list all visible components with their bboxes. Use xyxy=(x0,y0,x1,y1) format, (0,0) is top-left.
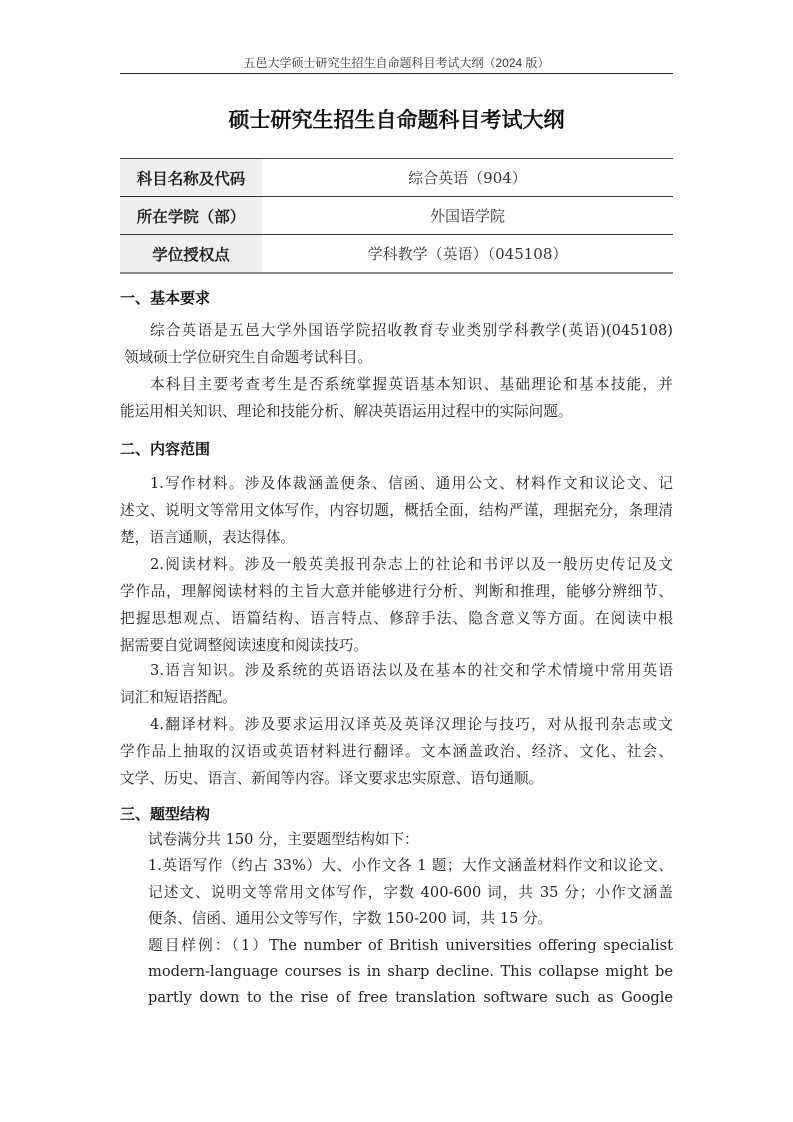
row-value: 综合英语（904） xyxy=(262,159,673,197)
row-value: 外国语学院 xyxy=(262,197,673,235)
text-line: 楚，语言通顺，表达得体。 xyxy=(120,529,296,546)
text-line: 把握思想观点、语篇结构、语言特点、修辞手法、隐含意义等方面。在阅读中根 xyxy=(120,610,673,627)
text-line: 学作品，理解阅读材料的主旨大意并能够进行分析、判断和推理，能够分辨细节、 xyxy=(120,583,673,600)
paragraph xyxy=(148,827,673,1012)
paragraph xyxy=(120,657,673,711)
text-line: 4.翻译材料。涉及要求运用汉译英及英译汉理论与技巧，对从报刊杂志或文 xyxy=(150,716,673,733)
text-line: 词汇和短语搭配。 xyxy=(120,689,237,706)
text-line: 学作品上抽取的汉语或英语材料进行翻译。文本涵盖政治、经济、文化、社会、 xyxy=(120,743,673,760)
text-line: 综合英语是五邑大学外国语学院招收教育专业类别学科教学(英语)(045108) xyxy=(150,322,673,339)
table-row xyxy=(120,235,673,274)
section-heading: 一、基本要求 xyxy=(120,289,211,307)
paragraph xyxy=(120,371,673,425)
text-line: 3.语言知识。涉及系统的英语语法以及在基本的社交和学术情境中常用英语 xyxy=(150,662,673,679)
section-heading: 三、题型结构 xyxy=(120,805,211,823)
subject-info-table xyxy=(120,158,673,274)
text-line: 本科目主要考查考生是否系统掌握英语基本知识、基础理论和基本技能，并 xyxy=(150,376,673,393)
text-line: modern-language courses is in sharp decline. This collapse might be xyxy=(148,963,673,981)
paragraph xyxy=(120,711,673,792)
text-line: 述文、说明文等常用文体写作，内容切题，概括全面，结构严谨，理据充分，条理清 xyxy=(120,502,673,519)
running-header: 五邑大学硕士研究生招生自命题科目考试大纲（2024 版） xyxy=(243,56,550,70)
text-line: 能运用相关知识、理论和技能分析、解决英语运用过程中的实际问题。 xyxy=(120,403,573,420)
text-line: 题目样例：（1）The number of British universities offering specialist xyxy=(148,936,673,954)
text-line: 据需要自觉调整阅读速度和阅读技巧。 xyxy=(120,637,369,654)
table-row xyxy=(120,197,673,235)
text-line: 试卷满分共 150 分，主要题型结构如下： xyxy=(148,831,419,848)
text-line: 1.英语写作（约占 33%）大、小作文各 1 题；大作文涵盖材料作文和议论文、 xyxy=(148,857,673,875)
page-title: 硕士研究生招生自命题科目考试大纲 xyxy=(228,108,565,132)
section-heading: 二、内容范围 xyxy=(120,440,211,458)
row-value: 学科教学（英语）（045108） xyxy=(367,245,568,263)
paragraph xyxy=(120,317,673,371)
text-line: 便条、信函、通用公文等写作，字数 150-200 词，共 15 分。 xyxy=(148,910,553,928)
text-line: 领域硕士学位研究生自命题考试科目。 xyxy=(124,349,373,366)
text-line: 2.阅读材料。涉及一般英美报刊杂志上的社论和书评以及一般历史传记及文 xyxy=(150,556,673,573)
text-line: 文学、历史、语言、新闻等内容。译文要求忠实原意、语句通顺。 xyxy=(120,770,544,787)
paragraph xyxy=(120,470,673,551)
text-line: 1.写作材料。涉及体裁涵盖便条、信函、通用公文、材料作文和议论文、记 xyxy=(150,475,673,492)
table-row xyxy=(120,159,673,197)
row-label: 科目名称及代码 xyxy=(120,159,262,197)
paragraph xyxy=(120,551,673,659)
text-line: partly down to the rise of free translation software such as Google xyxy=(148,989,673,1007)
row-label: 学位授权点 xyxy=(120,235,262,274)
header-rule xyxy=(120,73,673,74)
row-label: 所在学院（部） xyxy=(120,197,262,235)
text-line: 记述文、说明文等常用文体写作，字数 400-600 词，共 35 分；小作文涵盖 xyxy=(148,883,673,901)
